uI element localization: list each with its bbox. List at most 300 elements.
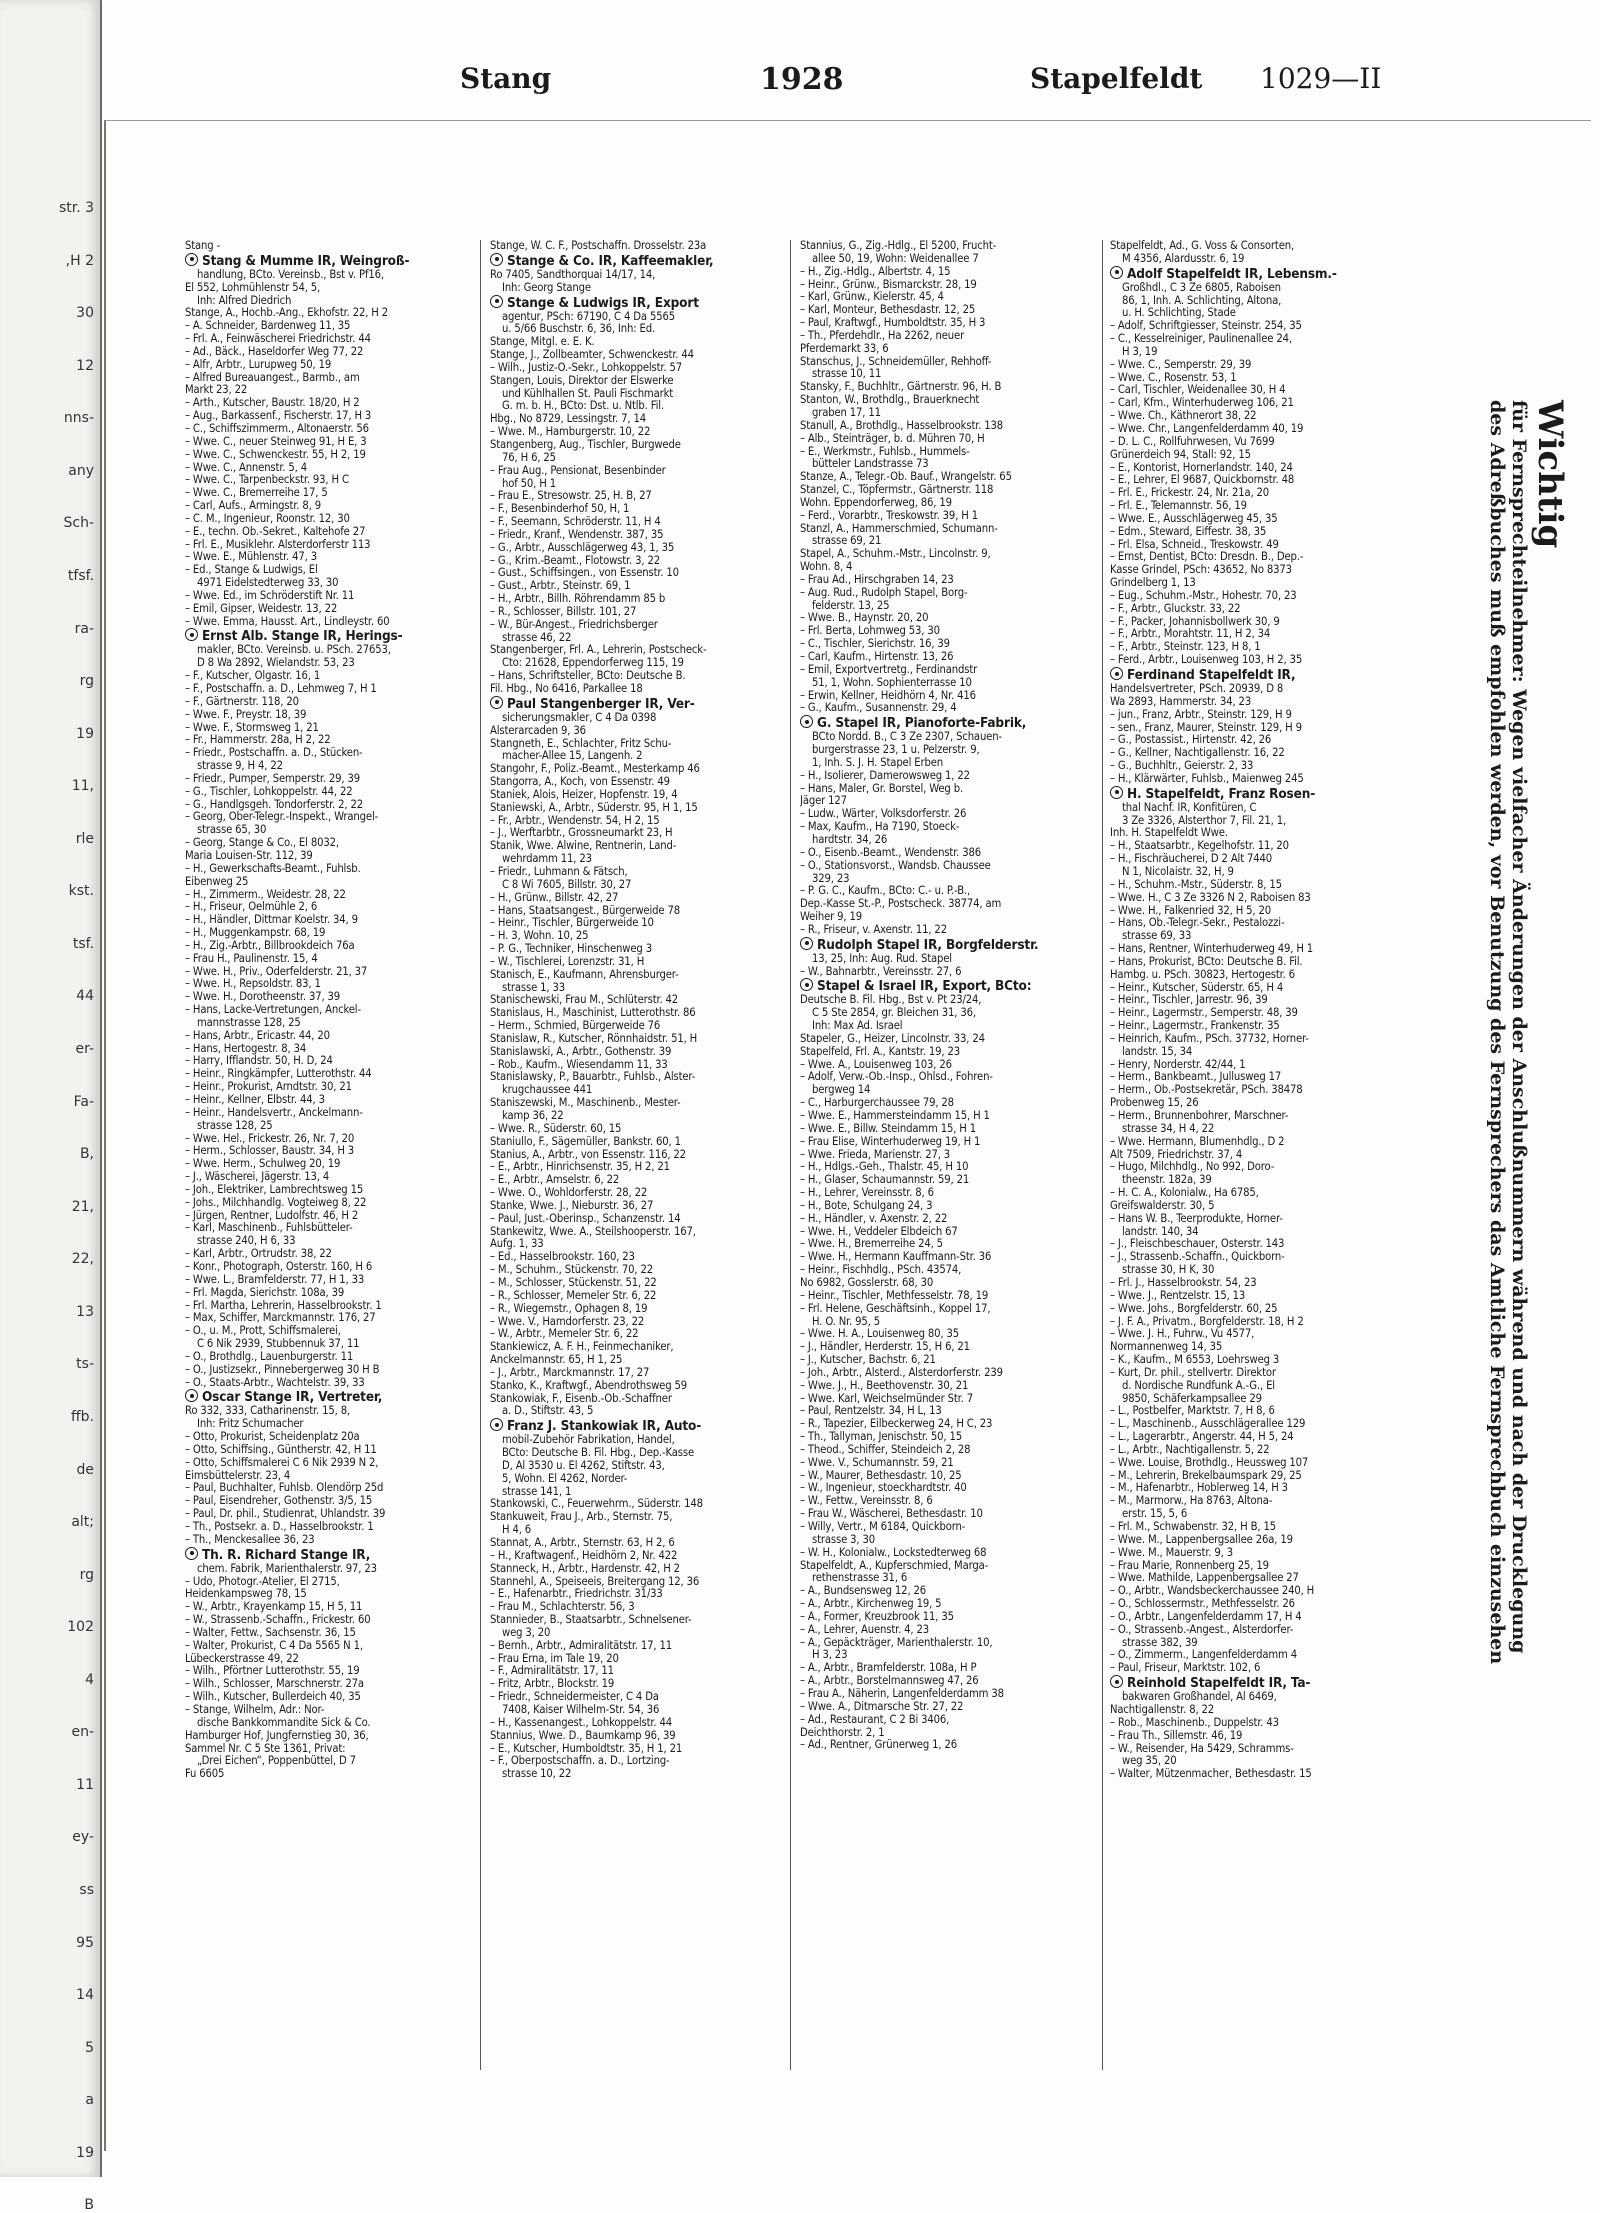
notice-title: Wichtig: [1530, 400, 1570, 549]
directory-line: – L., Arbtr., Nachtigallenstr. 5, 22: [1110, 1443, 1270, 1456]
strip-fragment: ,H 2: [65, 252, 94, 269]
directory-line: Stapel, A., Schuhm.-Mstr., Lincolnstr. 9,: [800, 548, 991, 561]
strip-fragment: 11: [76, 1776, 94, 1793]
directory-line: – Frl. E., Telemannstr. 56, 19: [1110, 500, 1247, 513]
directory-line: [1110, 786, 1400, 802]
directory-line: – Ad., Bäck., Haseldorfer Weg 77, 22: [185, 345, 364, 358]
directory-line: Grünerdeich 94, Stall: 92, 15: [1110, 448, 1251, 461]
directory-line: – Wwe. E., Billw. Steindamm 15, H 1: [800, 1122, 977, 1135]
directory-line: – Hans, Prokurist, BCto: Deutsche B. Fil.: [1110, 955, 1303, 968]
directory-line: – R., Schlosser, Billstr. 101, 27: [490, 605, 637, 618]
directory-line: – Heinr., Kellner, Elbstr. 44, 3: [185, 1094, 325, 1106]
directory-line: Stankowiak, F., Eisenb.-Ob.-Schaffner: [490, 1392, 672, 1405]
directory-line: D, Al 3530 u. El 4262, Stiftstr. 43,: [502, 1459, 665, 1472]
directory-line: – Wwe. F., Preystr. 18, 39: [185, 708, 307, 721]
directory-line: – Th., Tallyman, Jenischstr. 50, 15: [800, 1431, 963, 1444]
directory-line: Stanschus, J., Schneidemüller, Rehhoff-: [800, 355, 992, 368]
directory-line: – R., Schlosser, Memeler Str. 6, 22: [490, 1289, 657, 1302]
directory-line: – Wwe. Karl, Weichselmünder Str. 7: [800, 1392, 973, 1405]
directory-line: H 4, 6: [502, 1524, 532, 1537]
directory-line: – Emil, Exportvertretg., Ferdinandstr: [800, 663, 978, 676]
directory-line: – Wwe. A., Ditmarsche Str. 27, 22: [800, 1700, 964, 1713]
directory-line: u. 5/66 Buschstr. 6, 36, Inh: Ed.: [502, 323, 655, 336]
directory-line: – H., Zimmerm., Weidestr. 28, 22: [185, 888, 346, 901]
directory-line: – Frl. A., Feinwäscherei Friedrichstr. 44: [185, 333, 371, 346]
directory-line: Wa 2893, Hammerstr. 34, 23: [1110, 695, 1252, 708]
directory-line: Wohn. 8, 4: [800, 561, 853, 574]
directory-line: – Hans, Maler, Gr. Borstel, Weg b.: [800, 782, 963, 795]
directory-line: – Karl, Grünw., Kielerstr. 45, 4: [800, 291, 944, 304]
directory-line: – O., Justizsekr., Pinnebergerweg 30 H B: [185, 1363, 380, 1376]
directory-line: u. H. Schlichting, Stade: [1122, 307, 1236, 320]
strip-fragment: tfsf.: [67, 567, 94, 584]
directory-line: – R., Tapezier, Eilbeckerweg 24, H C, 23: [800, 1418, 993, 1431]
directory-line: 7408, Kaiser Wilhelm-Str. 54, 36: [502, 1703, 660, 1716]
directory-line: – Wwe. H., Priv., Oderfelderstr. 21, 37: [185, 965, 368, 978]
firm-entry-text: H. Stapelfeldt, Franz Rosen-: [1127, 785, 1316, 802]
strip-fragment: rg: [79, 673, 94, 690]
directory-line: – H., Grünw., Billstr. 42, 27: [490, 891, 619, 904]
directory-line: felderstr. 13, 25: [812, 599, 890, 612]
directory-line: [185, 628, 475, 644]
directory-line: Stapelfeldt, A., Kupferschmied, Marga-: [800, 1559, 989, 1572]
directory-line: – Ferd., Arbtr., Louisenweg 103, H 2, 35: [1110, 654, 1303, 667]
directory-line: – Paul, Just.-Oberinsp., Schanzenstr. 14: [490, 1212, 681, 1225]
directory-line: Stanzl, A., Hammerschmied, Schumann-: [800, 522, 998, 535]
directory-line: erstr. 15, 5, 6: [1122, 1508, 1188, 1521]
strip-fragment: tsf.: [72, 935, 94, 952]
directory-line: – Frl. E., Frickestr. 24, Nr. 21a, 20: [1110, 487, 1270, 500]
directory-line: – Fr., Arbtr., Wendenstr. 54, H 2, 15: [490, 814, 660, 827]
directory-line: bergweg 14: [812, 1084, 871, 1097]
directory-line: mannstrasse 128, 25: [197, 1016, 301, 1029]
directory-line: – Walter, Fettw., Sachsenstr. 36, 15: [185, 1626, 356, 1639]
strip-fragment: 13: [76, 1303, 94, 1320]
directory-line: – H., Zig.-Arbtr., Billbrookdeich 76a: [185, 939, 355, 952]
directory-line: Stanull, A., Brothdlg., Hasselbrookstr. 138: [800, 419, 1004, 432]
directory-line: [1110, 1675, 1400, 1691]
directory-line: hardtstr. 34, 26: [812, 833, 888, 846]
directory-line: makler, BCto. Vereinsb. u. PSch. 27653,: [197, 644, 391, 657]
directory-line: – J., Arbtr., Marckmannstr. 17, 27: [490, 1366, 650, 1379]
strip-fragment: er-: [75, 1041, 94, 1058]
strip-fragment: 22,: [71, 1251, 94, 1268]
directory-line: – Wwe. E., Hammersteindamm 15, H 1: [800, 1110, 990, 1122]
registered-firm-icon: [185, 1389, 198, 1402]
directory-line: – Friedr., Pumper, Semperstr. 29, 39: [185, 772, 360, 785]
directory-line: – Wwe. C., Rosenstr. 53, 1: [1110, 371, 1237, 384]
directory-line: sicherungsmakler, C 4 Da 0398: [502, 711, 657, 724]
strip-fragment: 4: [85, 1671, 94, 1688]
directory-line: – A., Arbtr., Bramfelderstr. 108a, H P: [800, 1662, 977, 1675]
directory-line: – Frl. M., Schwabenstr. 32, H B, 15: [1110, 1521, 1276, 1533]
directory-line: – W., Arbtr., Memeler Str. 6, 22: [490, 1328, 639, 1341]
directory-line: und Kühlhallen St. Pauli Fischmarkt: [502, 387, 674, 400]
directory-line: – H., Fischräucherei, D 2 Alt 7440: [1110, 853, 1273, 866]
directory-line: – Wwe. M., Lappenbergsallee 26a, 19: [1110, 1533, 1293, 1546]
directory-line: Handelsvertreter, PSch. 20939, D 8: [1110, 683, 1284, 695]
directory-line: – J., Kutscher, Bachstr. 6, 21: [800, 1354, 936, 1367]
directory-line: – Wwe. E., Ausschlägerweg 45, 35: [1110, 512, 1278, 525]
directory-line: – Adolf, Schriftgiesser, Steinstr. 254, 35: [1110, 320, 1302, 333]
directory-line: – Heinr., Tischler, Jarrestr. 96, 39: [1110, 994, 1268, 1007]
directory-line: chem. Fabrik, Marienthalerstr. 97, 23: [197, 1562, 377, 1575]
directory-line: – Wilh., Kutscher, Bullerdeich 40, 35: [185, 1691, 361, 1704]
directory-line: – Wwe. H., Falkenried 32, H 5, 20: [1110, 904, 1272, 917]
directory-line: – H., Lehrer, Vereinsstr. 8, 6: [800, 1187, 934, 1200]
directory-line: – Wwe. Hel., Frickestr. 26, Nr. 7, 20: [185, 1132, 355, 1145]
directory-line: – E., Werkmstr., Fuhlsb., Hummels-: [800, 445, 970, 458]
directory-line: – Carl, Kaufm., Hirtenstr. 13, 26: [800, 651, 954, 663]
directory-line: – Heinrich, Kaufm., PSch. 37732, Horner-: [1110, 1032, 1309, 1045]
strip-fragment: rle: [75, 830, 94, 847]
directory-line: Stanzel, C., Töpfermstr., Gärtnerstr. 118: [800, 484, 994, 497]
directory-line: – Frl. Magda, Sierichstr. 108a, 39: [185, 1286, 345, 1299]
directory-line: – Frau Ad., Hirschgraben 14, 23: [800, 573, 954, 586]
strip-fragment: alt;: [71, 1514, 94, 1531]
directory-line: Staniewski, A., Arbtr., Süderstr. 95, H 1, 15: [490, 801, 698, 814]
directory-line: landstr. 15, 34: [1122, 1045, 1193, 1058]
directory-line: – Alfr, Arbtr., Lurupweg 50, 19: [185, 358, 332, 371]
directory-line: – Wwe. C., Bremerreihe 17, 5: [185, 487, 328, 500]
directory-line: Wohn. Eppendorferweg, 86, 19: [800, 496, 952, 509]
directory-line: [1110, 266, 1400, 282]
firm-entry-text: Stang & Mumme IR, Weingroß-: [202, 252, 410, 269]
directory-line: Stange, Mitgl. e. E. K.: [490, 336, 595, 349]
directory-line: – Ed., Stange & Ludwigs, El: [185, 564, 318, 577]
directory-line: – E., Hafenarbtr., Friedrichstr. 31/33: [490, 1588, 663, 1601]
directory-line: N 1, Nicolaistr. 32, H, 9: [1122, 865, 1234, 878]
directory-line: – Adolf, Verw.-Ob.-Insp., Ohlsd., Fohren-: [800, 1071, 993, 1084]
directory-line: – Emil, Gipser, Weidestr. 13, 22: [185, 602, 338, 615]
directory-line: – Wwe. H., Veddeler Elbdeich 67: [800, 1225, 958, 1238]
firm-entry-text: Reinhold Stapelfeldt IR, Ta-: [1127, 1675, 1311, 1692]
directory-line: Kasse Grindel, PSch: 43652, No 8373: [1110, 564, 1292, 577]
directory-line: – Th., Pferdehdlr., Ha 2262, neuer: [800, 329, 965, 342]
directory-line: – L., Lagerarbtr., Angerstr. 44, H 5, 24: [1110, 1431, 1294, 1444]
strip-fragment: ss: [79, 1882, 94, 1899]
directory-line: Stange, W. C. F., Postschaffn. Drosselstr. 23a: [490, 240, 707, 252]
directory-line: graben 17, 11: [812, 406, 881, 419]
directory-line: – jun., Franz, Arbtr., Steinstr. 129, H 9: [1110, 708, 1292, 721]
directory-line: – H., Staatsarbtr., Kegelhofstr. 11, 20: [1110, 840, 1289, 853]
directory-line: – Paul, Rentzelstr. 34, H L, 13: [800, 1405, 942, 1418]
directory-line: – K., Kaufm., M 6553, Loehrsweg 3: [1110, 1354, 1280, 1367]
directory-line: – J., Strassenb.-Schaffn., Quickborn-: [1110, 1251, 1285, 1264]
firm-entry-text: Th. R. Richard Stange IR,: [202, 1546, 371, 1563]
directory-line: – Herm., Schlosser, Baustr. 34, H 3: [185, 1145, 355, 1158]
directory-line: Staniszewski, M., Maschinenb., Mester-: [490, 1097, 681, 1110]
directory-line: – Wwe. C., Semperstr. 29, 39: [1110, 358, 1252, 371]
directory-line: – Wwe. C., neuer Steinweg 91, H E, 3: [185, 435, 367, 448]
directory-line: bütteler Landstrasse 73: [812, 458, 929, 471]
directory-line: Stanius, A., Arbtr., von Essenstr. 116, 22: [490, 1148, 686, 1161]
directory-line: – Wwe. Emma, Hausst. Art., Lindleystr. 60: [185, 615, 390, 628]
directory-line: – Frl. E., Musiklehr. Alsterdorferstr 113: [185, 538, 371, 551]
directory-line: No 6982, Gosslerstr. 68, 30: [800, 1276, 934, 1289]
directory-line: Stangenberg, Aug., Tischler, Burgwede: [490, 438, 681, 451]
directory-line: – Wwe. Johs., Borgfelderstr. 60, 25: [1110, 1302, 1278, 1315]
directory-line: – E., Arbtr., Amselstr. 6, 22: [490, 1174, 620, 1187]
directory-line: strasse 240, H 6, 33: [197, 1235, 296, 1248]
directory-line: Inh: Fritz Schumacher: [197, 1418, 304, 1431]
directory-line: Stanze, A., Telegr.-Ob. Bauf., Wrangelstr. 65: [800, 471, 1012, 484]
strip-fragment: any: [68, 462, 94, 479]
directory-line: Weiher 9, 19: [800, 911, 862, 924]
strip-fragment: 12: [76, 357, 94, 374]
directory-line: Jäger 127: [800, 795, 847, 808]
directory-line: bakwaren Großhandel, Al 6469,: [1122, 1691, 1277, 1704]
directory-line: strasse 1, 33: [502, 981, 566, 994]
directory-line: H. O. Nr. 95, 5: [812, 1315, 880, 1328]
directory-line: El 552, Lohmühlenstr 54, 5,: [185, 281, 321, 294]
directory-line: – Walter, Prokurist, C 4 Da 5565 N 1,: [185, 1639, 363, 1652]
directory-line: strasse 141, 1: [502, 1485, 572, 1498]
directory-line: – J., Werftarbtr., Grossneumarkt 23, H: [490, 827, 673, 840]
directory-line: – Wwe. Louise, Brothdlg., Heussweg 107: [1110, 1456, 1309, 1469]
directory-line: – A., Arbtr., Borstelmannsweg 47, 26: [800, 1675, 979, 1688]
directory-line: – A., Bundsensweg 12, 26: [800, 1585, 927, 1598]
directory-line: – Heinr., Handelsvertr., Anckelmann-: [185, 1106, 363, 1119]
directory-line: Stankewitz, Wwe. A., Steilshooperstr. 167,: [490, 1225, 696, 1238]
directory-line: [800, 978, 1090, 994]
directory-line: BCto Nordd. B., C 3 Ze 2307, Schauen-: [812, 731, 1002, 744]
directory-line: – Jürgen, Rentner, Ludolfstr. 46, H 2: [185, 1209, 359, 1222]
directory-line: – Frau Aug., Pensionat, Besenbinder: [490, 464, 666, 477]
directory-line: – A. Schneider, Bardenweg 11, 35: [185, 320, 351, 333]
directory-line: – Karl, Monteur, Bethesdastr. 12, 25: [800, 304, 976, 317]
directory-line: – Heinr., Lagermstr., Frankenstr. 35: [1110, 1020, 1280, 1033]
directory-line: – Bernh., Arbtr., Admiralitätstr. 17, 11: [490, 1639, 672, 1652]
directory-line: – F., Kutscher, Olgastr. 16, 1: [185, 670, 321, 683]
directory-line: – Wwe. Frieda, Marienstr. 27, 3: [800, 1148, 951, 1161]
directory-line: – Aug. Rud., Rudolph Stapel, Borg-: [800, 586, 968, 599]
directory-line: – J. F. A., Privatm., Borgfelderstr. 18, H 2: [1110, 1315, 1304, 1328]
directory-line: burgerstrasse 23, 1 u. Pelzerstr. 9,: [812, 744, 980, 757]
directory-line: – F., Packer, Johannisbollwerk 30, 9: [1110, 615, 1280, 628]
directory-line: – W., Reisender, Ha 5429, Schramms-: [1110, 1742, 1294, 1755]
directory-line: – Max, Schiffer, Marckmannstr. 176, 27: [185, 1312, 376, 1325]
directory-line: C 8 Wi 7605, Billstr. 30, 27: [502, 878, 632, 891]
directory-line: Probenweg 15, 26: [1110, 1097, 1199, 1110]
directory-line: Stannius, Wwe. D., Baumkamp 96, 39: [490, 1729, 676, 1742]
directory-line: 51, 1, Wohn. Sophienterrasse 10: [812, 676, 972, 689]
directory-line: – E., techn. Ob.-Sekret., Kaltehofe 27: [185, 525, 366, 538]
directory-line: – Wwe. H., Hermann Kauffmann-Str. 36: [800, 1251, 992, 1264]
directory-line: – Fr., Hammerstr. 28a, H 2, 22: [185, 734, 331, 747]
directory-line: – E., Lehrer, El 9687, Quickbornstr. 48: [1110, 474, 1295, 487]
firm-entry-text: Stange & Ludwigs IR, Export: [507, 294, 699, 311]
directory-line: [490, 696, 780, 712]
directory-line: rethenstrasse 31, 6: [812, 1572, 908, 1585]
directory-line: „Drei Eichen“, Poppenbüttel, D 7: [197, 1755, 356, 1768]
directory-line: kamp 36, 22: [502, 1110, 564, 1122]
directory-line: Fil. Hbg., No 6416, Parkallee 18: [490, 683, 643, 695]
directory-line: strasse 382, 39: [1122, 1636, 1198, 1649]
registered-firm-icon: [800, 978, 813, 991]
strip-fragment: 5: [85, 2039, 94, 2056]
directory-line: Stang -: [185, 240, 221, 252]
strip-fragment: de: [76, 1461, 94, 1478]
directory-line: – Frl. J., Hasselbrookstr. 54, 23: [1110, 1276, 1257, 1289]
directory-line: – E., Kontorist, Hornerlandstr. 140, 24: [1110, 461, 1293, 474]
directory-line: – Herm., Brunnenbohrer, Marschner-: [1110, 1110, 1289, 1122]
directory-line: Stankuweit, Frau J., Arb., Sternstr. 75,: [490, 1511, 673, 1524]
directory-line: – Stange, Wilhelm, Adr.: Nor-: [185, 1703, 325, 1716]
directory-line: Stanton, W., Brothdlg., Brauerknecht: [800, 394, 980, 407]
directory-line: Großhdl., C 3 Ze 6805, Raboisen: [1122, 281, 1281, 294]
directory-line: – Wwe. Ch., Käthnerort 38, 22: [1110, 410, 1257, 423]
directory-line: – G., Kellner, Nachtigallenstr. 16, 22: [1110, 747, 1285, 760]
directory-line: – J., Fleischbeschauer, Osterstr. 143: [1110, 1238, 1285, 1251]
directory-line: [490, 1418, 780, 1434]
directory-line: – Friedr., Kranf., Wendenstr. 387, 35: [490, 528, 664, 541]
directory-line: wehrdamm 11, 23: [502, 853, 592, 866]
directory-line: – H. 3, Wohn. 10, 25: [490, 930, 589, 943]
directory-line: – Wwe. V., Schumannstr. 59, 21: [800, 1456, 954, 1469]
directory-line: hof 50, H 1: [502, 477, 556, 490]
directory-line: Stanneck, H., Arbtr., Hardenstr. 42, H 2: [490, 1562, 680, 1575]
directory-line: Grindelberg 1, 13: [1110, 577, 1196, 590]
directory-line: – Johs., Milchhandlg. Vogteiweg 8, 22: [185, 1196, 367, 1209]
directory-line: – A., Arbtr., Kirchenweg 19, 5: [800, 1598, 942, 1611]
directory-line: – Frau H., Paulinenstr. 15, 4: [185, 952, 318, 965]
directory-line: – H., Isolierer, Damerowsweg 1, 22: [800, 769, 970, 782]
directory-line: – H., Friseur, Oelmühle 2, 6: [185, 901, 318, 914]
directory-line: Inh: Georg Stange: [502, 281, 591, 294]
directory-line: a. D., Stiftstr. 43, 5: [502, 1405, 594, 1418]
directory-line: 3 Ze 3326, Alsterthor 7, Fil. 21, 1,: [1122, 814, 1287, 827]
directory-line: [800, 937, 1090, 953]
directory-line: Hambg. u. PSch. 30823, Hertogestr. 6: [1110, 968, 1295, 981]
directory-line: Staniek, Alois, Heizer, Hopfenstr. 19, 4: [490, 788, 678, 801]
column-1: [185, 240, 475, 2070]
directory-line: – Ad., Rentner, Grünerweg 1, 26: [800, 1739, 957, 1752]
directory-line: – G., Arbtr., Ausschlägerweg 43, 1, 35: [490, 541, 675, 554]
directory-line: – Frau Elise, Winterhuderweg 19, H 1: [800, 1135, 981, 1148]
directory-line: – P. G. C., Kaufm., BCto: C.- u. P.-B.,: [800, 885, 971, 898]
directory-line: – H., Kraftwagenf., Heidhörn 2, Nr. 422: [490, 1549, 678, 1562]
directory-line: – Heinr., Tischler, Methfesselstr. 78, 19: [800, 1289, 989, 1302]
directory-line: – Heinr., Ringkämpfer, Lutterothstr. 44: [185, 1068, 372, 1081]
directory-line: – Wwe. Ed., im Schröderstift Nr. 11: [185, 589, 355, 602]
directory-line: – Ad., Restaurant, C 2 Bi 3406,: [800, 1713, 950, 1726]
directory-line: Stannat, A., Arbtr., Sternstr. 63, H 2, 6: [490, 1537, 675, 1549]
directory-line: landstr. 140, 34: [1122, 1225, 1199, 1238]
directory-line: D 8 Wa 2892, Wielandstr. 53, 23: [197, 657, 355, 670]
directory-line: – Erwin, Kellner, Heidhörn 4, Nr. 416: [800, 689, 976, 702]
directory-line: – Gust., Arbtr., Steinstr. 69, 1: [490, 580, 631, 593]
directory-line: – Hans, Ob.-Telegr.-Sekr., Pestalozzi-: [1110, 917, 1285, 930]
directory-line: – W., Tischlerei, Lorenzstr. 31, H: [490, 955, 645, 968]
directory-line: – Ed., Hasselbrookstr. 160, 23: [490, 1251, 635, 1264]
directory-line: – Frl. Helene, Geschäftsinh., Koppel 17,: [800, 1302, 991, 1315]
directory-line: – H., Muggenkampstr. 68, 19: [185, 927, 326, 940]
directory-line: – Georg, Stange & Co., El 8032,: [185, 837, 339, 850]
directory-line: Normannenweg 14, 35: [1110, 1341, 1223, 1354]
directory-line: Stapelfeldt, Ad., G. Voss & Consorten,: [1110, 240, 1295, 252]
directory-line: – Wwe. A., Louisenweg 103, 26: [800, 1058, 952, 1071]
directory-line: – Rob., Maschinenb., Duppelstr. 43: [1110, 1716, 1279, 1729]
directory-line: – O., Arbtr., Langenfelderdamm 17, H 4: [1110, 1610, 1302, 1623]
strip-fragment: 11,: [71, 778, 94, 795]
directory-line: – F., Arbtr., Steinstr. 123, H 8, 1: [1110, 641, 1261, 654]
directory-line: weg 3, 20: [502, 1626, 551, 1639]
directory-line: [490, 295, 780, 311]
directory-line: – Otto, Prokurist, Scheidenplatz 20a: [185, 1431, 360, 1444]
directory-line: – Hans, Staatsangest., Bürgerweide 78: [490, 904, 680, 917]
directory-line: strasse 10, 11: [812, 368, 882, 381]
directory-line: Inh. H. Stapelfeldt Wwe.: [1110, 827, 1228, 840]
notice-line-1: für Fernsprechteilnehmer: Wegen vielfacher Änderungen der Anschlußnummern während und nach der Drucklegung: [1508, 400, 1530, 1654]
directory-line: – Otto, Schiffsmalerei C 6 Nik 2939 N 2,: [185, 1456, 379, 1469]
directory-line: – Konr., Photograph, Osterstr. 160, H 6: [185, 1260, 373, 1273]
directory-line: – G., Kaufm., Susannenstr. 29, 4: [800, 702, 957, 715]
directory-line: 76, H 6, 25: [502, 451, 556, 464]
directory-line: – Henry, Norderstr. 42/44, 1: [1110, 1058, 1246, 1071]
directory-line: Anckelmannstr. 65, H 1, 25: [490, 1354, 623, 1367]
directory-line: – F., Admiralitätstr. 17, 11: [490, 1665, 614, 1678]
directory-line: allee 50, 19, Wohn: Weidenallee 7: [812, 252, 979, 265]
directory-line: – H., Arbtr., Billh. Röhrendamm 85 b: [490, 593, 666, 606]
directory-line: G. m. b. H., BCto: Dst. u. Ntlb. Fil.: [502, 400, 664, 413]
directory-line: – Rob., Kaufm., Wiesendamm 11, 33: [490, 1058, 668, 1071]
directory-line: Stangneth, E., Schlachter, Fritz Schu-: [490, 737, 672, 750]
directory-line: – Arth., Kutscher, Baustr. 18/20, H 2: [185, 397, 360, 410]
directory-line: – Friedr., Postschaffn. a. D., Stücken-: [185, 747, 363, 760]
registered-firm-icon: [1110, 786, 1123, 799]
directory-line: Stanislaus, H., Maschinist, Lutterothstr. 86: [490, 1007, 696, 1020]
directory-line: Stangorra, A., Koch, von Essenstr. 49: [490, 776, 670, 789]
strip-fragment: 95: [76, 1934, 94, 1951]
directory-line: – A., Lehrer, Auenstr. 4, 23: [800, 1623, 930, 1636]
directory-line: – Wwe. C., Tarpenbeckstr. 93, H C: [185, 474, 349, 487]
directory-line: – Hans, Schriftsteller, BCto: Deutsche B.: [490, 670, 686, 683]
directory-line: – O., Staats-Arbtr., Wachtelstr. 39, 33: [185, 1376, 365, 1389]
strip-fragment: B: [84, 2197, 94, 2213]
directory-line: – Aug., Barkassenf., Fischerstr. 17, H 3: [185, 410, 372, 423]
directory-line: – M., Schuhm., Stückenstr. 70, 22: [490, 1264, 653, 1277]
directory-line: – Wilh., Schlosser, Marschnerstr. 27a: [185, 1678, 364, 1691]
firm-entry-text: Stange & Co. IR, Kaffeemakler,: [507, 252, 714, 269]
directory-line: – E., Arbtr., Hinrichsenstr. 35, H 2, 21: [490, 1161, 670, 1174]
side-notice: [1420, 400, 1590, 2100]
directory-line: – E., Kutscher, Humboldtstr. 35, H 1, 21: [490, 1742, 683, 1755]
directory-line: – H., Schuhm.-Mstr., Süderstr. 8, 15: [1110, 878, 1282, 891]
directory-line: – Heinr., Prokurist, Arndtstr. 30, 21: [185, 1081, 352, 1094]
directory-line: 5, Wohn. El 4262, Norder-: [502, 1472, 628, 1485]
header-year: 1928: [760, 62, 844, 97]
directory-line: Ro 332, 333, Catharinenstr. 15, 8,: [185, 1405, 350, 1418]
directory-line: macher-Allee 15, Langenh. 2: [502, 750, 643, 763]
directory-line: Deutsche B. Fil. Hbg., Bst v. Pt 23/24,: [800, 994, 982, 1007]
registered-firm-icon: [185, 628, 198, 641]
strip-fragment: nns-: [63, 410, 94, 427]
directory-line: – Hans, Hertogestr. 8, 34: [185, 1042, 307, 1055]
directory-line: Dep.-Kasse St.-P., Postscheck. 38774, am: [800, 898, 1002, 911]
directory-line: – Th., Menckesallee 36, 23: [185, 1533, 315, 1546]
directory-line: – F., Postschaffn. a. D., Lehmweg 7, H 1: [185, 683, 377, 695]
directory-line: – Joh., Arbtr., Alsterd., Alsterdorferstr. 239: [800, 1366, 1003, 1379]
directory-line: – Hans, Arbtr., Ericastr. 44, 20: [185, 1029, 330, 1042]
directory-line: Markt 23, 22: [185, 384, 248, 397]
directory-line: – Paul, Dr. phil., Studienrat, Uhlandstr. 39: [185, 1508, 386, 1521]
directory-line: – Frau Marie, Ronnenberg 25, 19: [1110, 1559, 1269, 1572]
directory-line: – P. G., Techniker, Hinschenweg 3: [490, 943, 652, 956]
directory-line: – H., Zig.-Hdlg., Albertstr. 4, 15: [800, 265, 951, 278]
header-first-entry: Stang: [460, 62, 552, 95]
directory-line: – Walter, Mützenmacher, Bethesdastr. 15: [1110, 1768, 1312, 1781]
